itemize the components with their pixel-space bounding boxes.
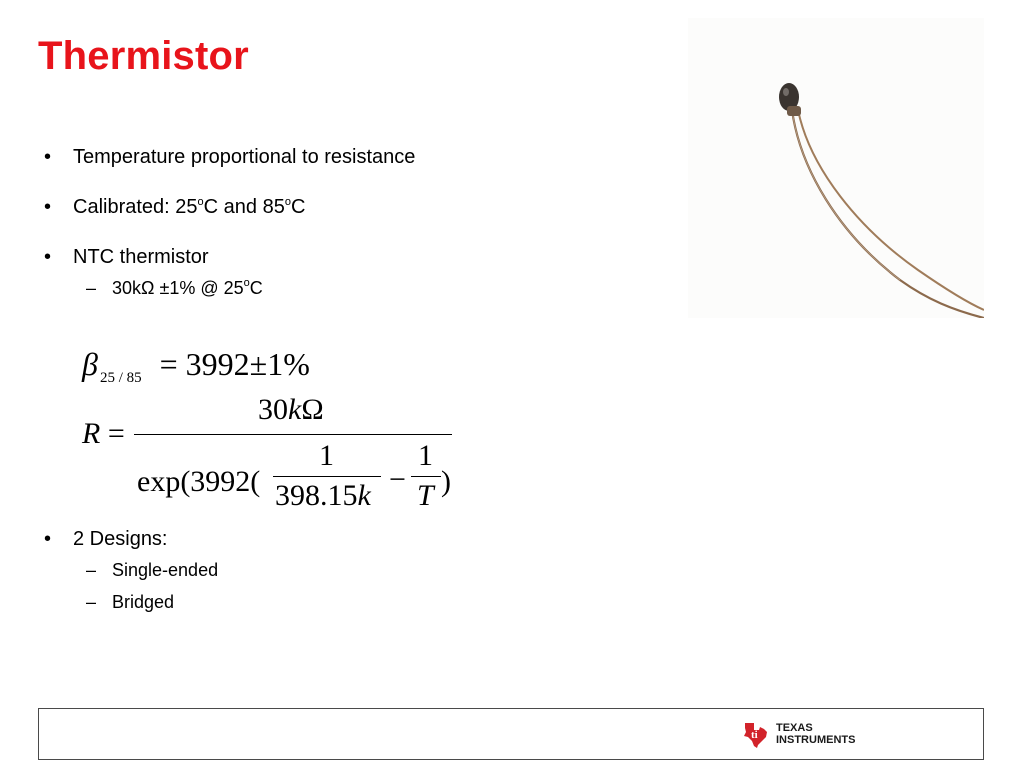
ti-wordmark bbox=[776, 722, 855, 746]
bullet-marker: • bbox=[44, 528, 52, 550]
sub-bullet-marker: – bbox=[86, 278, 97, 298]
beta-symbol: β bbox=[82, 346, 98, 382]
fraction2-denominator: T bbox=[417, 479, 434, 512]
omega-symbol: Ω bbox=[301, 393, 324, 426]
sub-bullet-text: Bridged bbox=[112, 592, 175, 612]
bullet-item bbox=[44, 524, 444, 554]
exp-prefix: exp(3992( bbox=[137, 465, 261, 498]
svg-text:ti: ti bbox=[751, 729, 758, 741]
bullet-item bbox=[44, 142, 444, 172]
bullet-text: C and 85 bbox=[203, 196, 285, 218]
equation-denominator bbox=[137, 438, 457, 518]
superscript: o bbox=[197, 196, 204, 208]
bullet-marker: • bbox=[44, 146, 52, 168]
sub-bullet-marker: – bbox=[86, 592, 97, 612]
fraction1-numerator: 1 bbox=[319, 439, 334, 472]
slide-title: Thermistor bbox=[38, 34, 249, 78]
beta-value: = 3992±1% bbox=[159, 346, 310, 382]
thermistor-photo bbox=[688, 18, 984, 318]
superscript: o bbox=[284, 196, 291, 208]
bullet-text: Calibrated: 25 bbox=[73, 196, 198, 218]
fraction1-bar bbox=[273, 476, 381, 477]
bullet-text: Temperature proportional to resistance bbox=[73, 146, 416, 168]
bullet-list bbox=[44, 142, 444, 300]
equation-numerator bbox=[258, 392, 324, 428]
bullet-text: NTC thermistor bbox=[73, 246, 209, 268]
r-symbol: R bbox=[82, 417, 101, 450]
thermistor-illustration bbox=[688, 18, 984, 318]
bullet-text: C bbox=[290, 196, 306, 218]
ti-wordmark-line1: TEXAS bbox=[776, 722, 813, 734]
sub-bullet-text: Single-ended bbox=[112, 560, 219, 580]
numerator-unit: k bbox=[288, 393, 302, 426]
sub-bullet-text: 30kΩ ±1% @ 25 bbox=[112, 278, 244, 298]
beta-equation bbox=[82, 344, 310, 398]
fraction1-denominator bbox=[275, 478, 371, 514]
fraction1-den-unit: k bbox=[357, 479, 371, 512]
texas-state-icon bbox=[742, 719, 770, 749]
fraction1-den-value: 398.15 bbox=[275, 479, 358, 512]
bullet-item bbox=[44, 242, 444, 272]
bullet-list-2 bbox=[44, 524, 444, 614]
fraction2-numerator: 1 bbox=[418, 439, 433, 472]
sub-bullet-item bbox=[44, 276, 444, 300]
bullet-text: 2 Designs: bbox=[73, 528, 168, 550]
numerator-value: 30 bbox=[258, 393, 288, 426]
sub-bullet-item bbox=[44, 558, 444, 582]
close-paren: ) bbox=[441, 465, 451, 498]
minus-sign: − bbox=[389, 463, 406, 496]
bullet-marker: • bbox=[44, 196, 52, 218]
equation-lhs bbox=[82, 416, 125, 452]
sub-bullet-item bbox=[44, 590, 444, 614]
fraction2-bar bbox=[411, 476, 441, 477]
equals-sign: = bbox=[107, 417, 125, 450]
bullet-marker: • bbox=[44, 246, 52, 268]
sub-bullet-text: C bbox=[249, 278, 263, 298]
sub-bullet-marker: – bbox=[86, 560, 97, 580]
bullet-item bbox=[44, 192, 444, 222]
ti-logo bbox=[742, 716, 855, 752]
fraction-bar bbox=[134, 434, 452, 435]
superscript: o bbox=[243, 277, 250, 289]
beta-subscript: 25 / 85 bbox=[99, 370, 142, 386]
resistance-equation bbox=[82, 392, 462, 522]
ti-wordmark-line2: INSTRUMENTS bbox=[776, 734, 856, 746]
